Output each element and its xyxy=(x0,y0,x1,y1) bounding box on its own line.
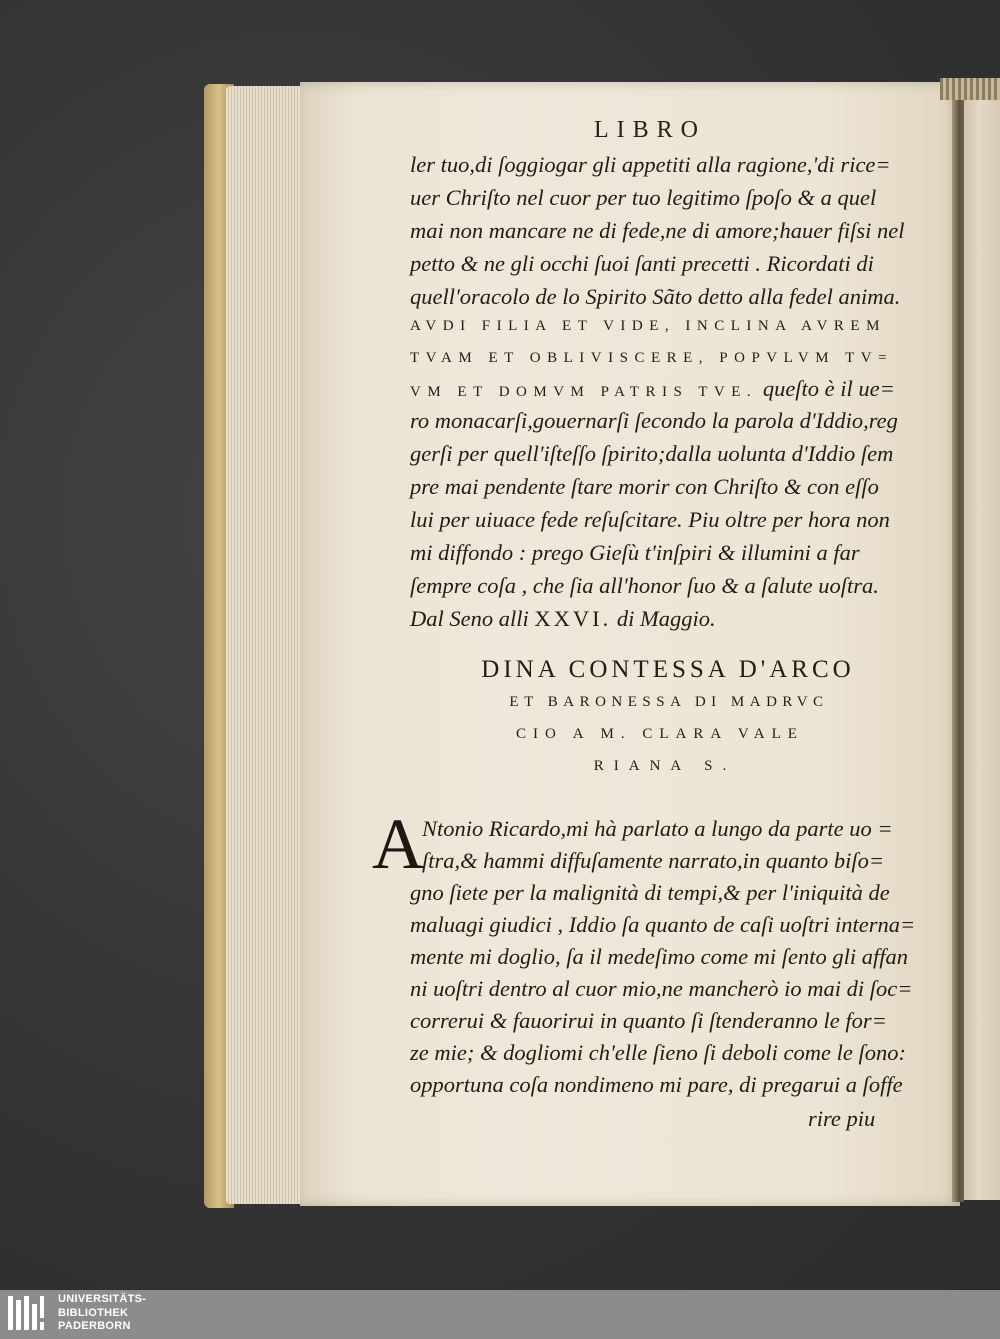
body-line: petto & ne gli occhi ſuoi ſanti precetti . Ricordati di xyxy=(410,251,874,276)
body-line: ro monacarſi,gouernarſi ſecondo la parola d'Iddio,reg xyxy=(410,408,898,433)
page-gutter xyxy=(952,90,964,1202)
letter-line: opportuna coſa nondimeno mi pare, di pregarui a ſoffe xyxy=(410,1072,903,1097)
catchword: rire piu xyxy=(808,1106,876,1131)
body-line: uer Chriſto nel cuor per tuo legitimo ſpoſo & a quel xyxy=(410,185,877,210)
letter-title-line: ET BARONESSA DI MADRVC xyxy=(509,694,829,710)
letter-line: maluagi giudici , Iddio ſa quanto de caſi uoſtri interna= xyxy=(410,912,916,937)
body-line: lui per uiuace fede reſuſcitare. Piu oltre per hora non xyxy=(410,507,890,532)
facing-page-edge xyxy=(964,94,1000,1200)
library-footer-band xyxy=(0,1290,1000,1339)
body-line: mi diffondo : prego Gieſù t'inſpiri & illumini a far xyxy=(410,540,860,565)
letter-line: gno ſiete per la malignità di tempi,& per l'iniquità de xyxy=(410,880,890,905)
letter-line: ze mie; & dogliomi ch'elle ſieno ſi deboli come le ſono: xyxy=(410,1040,906,1065)
body-line: pre mai pendente ſtare morir con Chriſto & con eſſo xyxy=(410,474,879,499)
letter-line: ſtra,& hammi diffuſamente narrato,in quanto biſo= xyxy=(422,848,885,873)
university-library-logo-icon xyxy=(6,1294,46,1334)
drop-cap: A xyxy=(372,804,424,884)
letter-title-line: CIO A M. CLARA VALE xyxy=(516,726,804,742)
latin-quote-caps: VM ET DOMVM PATRIS TVE. xyxy=(410,384,758,400)
running-head: LIBRO xyxy=(594,117,706,143)
body-line: ler tuo,di ſoggiogar gli appetiti alla ragione,'di rice= xyxy=(410,152,891,177)
library-name xyxy=(58,1293,146,1334)
body-line: quell'oracolo de lo Spirito Sãto detto alla fedel anima. xyxy=(410,284,901,309)
body-line: gerſi per quell'iſteſſo ſpirito;dalla uolunta d'Iddio ſem xyxy=(410,441,894,466)
latin-quote-continuation: queſto è il ue= xyxy=(762,376,895,401)
letter-line: Ntonio Ricardo,mi hà parlato a lungo da parte uo = xyxy=(422,816,893,841)
date-line-numeral: XXVI. xyxy=(534,606,612,631)
latin-quote-line: AVDI FILIA ET VIDE, INCLINA AVREM xyxy=(410,318,886,334)
letter-title-line: RIANA S. xyxy=(593,758,737,774)
library-name-line: PADERBORN xyxy=(58,1320,131,1332)
letter-line: ni uoſtri dentro al cuor mio,ne mancherò io mai di ſoc= xyxy=(410,976,913,1001)
page-edges xyxy=(226,86,308,1204)
letter-title-line: DINA CONTESSA D'ARCO xyxy=(481,656,855,683)
body-line: mai non mancare ne di fede,ne di amore;hauer fiſsi nel xyxy=(410,218,905,243)
library-name-line: BIBLIOTHEK xyxy=(58,1306,129,1319)
latin-quote-line: TVAM ET OBLIVISCERE, POPVLVM TV= xyxy=(410,350,894,366)
library-name-line: UNIVERSITÄTS- xyxy=(58,1293,147,1305)
letter-line: correrui & fauorirui in quanto ſi ſtenderanno le for= xyxy=(410,1008,887,1033)
date-line-end: di Maggio. xyxy=(616,606,716,631)
latin-quote-line xyxy=(410,376,895,402)
date-line-start: Dal Seno alli xyxy=(410,606,529,631)
body-line: ſempre coſa , che ſia all'honor ſuo & a ſalute uoſtra. xyxy=(410,573,879,598)
letter-line: mente mi doglio, ſa il medeſimo come mi ſento gli affan xyxy=(410,944,909,969)
date-line xyxy=(410,606,716,632)
headband xyxy=(940,78,1000,100)
